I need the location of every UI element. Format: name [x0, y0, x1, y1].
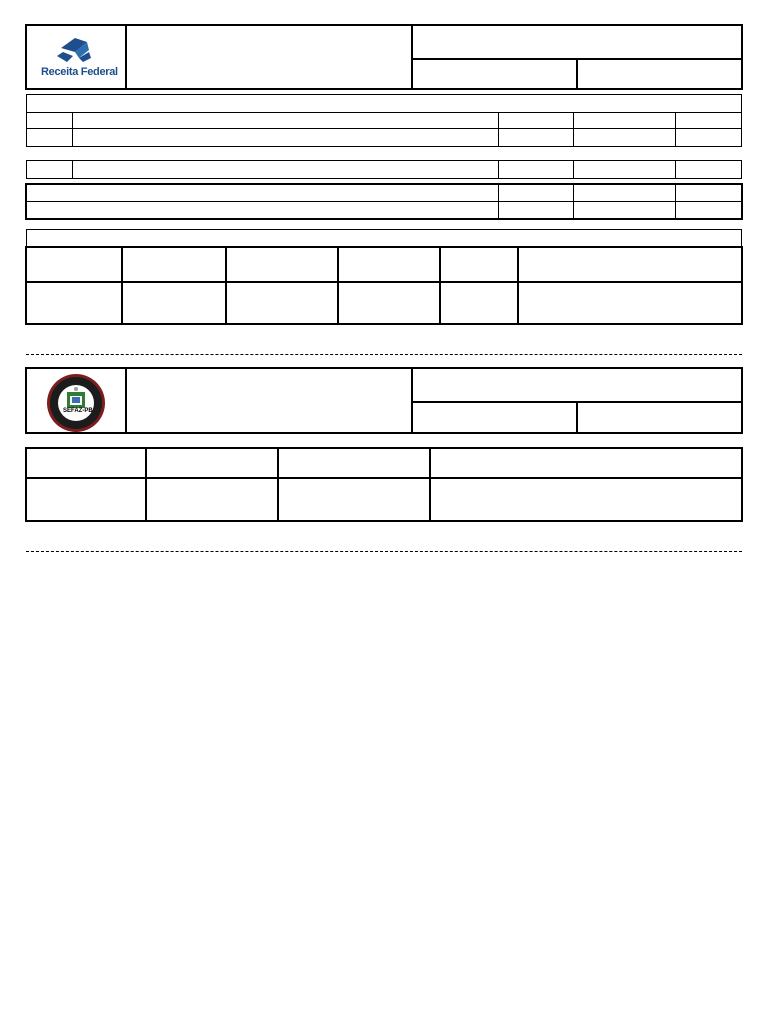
- cut-line: [26, 354, 742, 355]
- cut-line: [26, 551, 742, 552]
- sefaz-pb-seal-icon: [41, 372, 111, 434]
- rf-totals-table: [25, 183, 743, 220]
- rf-header-box: [25, 24, 743, 90]
- rf-summary-table: [25, 246, 743, 325]
- receita-federal-logo-text: Receita Federal: [41, 66, 118, 78]
- rf-info-table: [26, 94, 742, 147]
- rf-row-table: [26, 160, 742, 179]
- sefaz-pb-seal: [41, 372, 111, 434]
- receita-federal-logo-icon: [27, 26, 125, 90]
- receita-federal-logo: [27, 26, 125, 90]
- sefaz-seal-text: SEFAZ-PB: [63, 408, 93, 414]
- sefaz-summary-table: [25, 447, 743, 522]
- sefaz-header-box: [25, 367, 743, 434]
